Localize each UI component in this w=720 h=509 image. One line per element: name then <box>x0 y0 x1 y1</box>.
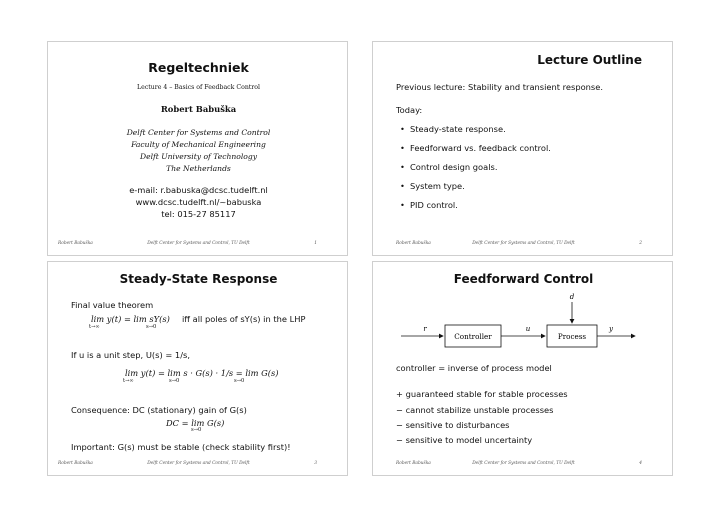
bullet-dot-icon: • <box>400 162 405 172</box>
limit-subscript: s→0 <box>191 427 202 433</box>
property-item: − sensitive to disturbances <box>396 420 510 430</box>
previous-lecture-text: Previous lecture: Stability and transient response. <box>396 82 603 92</box>
affiliation-line-2: Faculty of Mechanical Engineering <box>131 140 266 149</box>
affiliation-line-3: Delft University of Technology <box>139 152 258 161</box>
property-item: + guaranteed stable for stable processes <box>396 389 568 399</box>
slide-title-heading: Regeltechniek <box>148 60 249 75</box>
footer-page-number: 4 <box>639 461 642 466</box>
footer-author: Robert Babuška <box>396 461 431 466</box>
footer-institution: Delft Center for Systems and Control, TU Delft <box>472 461 575 466</box>
process-label: Process <box>557 332 587 341</box>
outline-item: • Control design goals. <box>400 162 498 172</box>
controller-label: Controller <box>454 332 492 341</box>
website-line: www.dcsc.tudelft.nl/~babuska <box>135 197 262 207</box>
footer-institution: Delft Center for Systems and Control, TU Delft <box>147 241 250 246</box>
author-name: Robert Babuška <box>160 104 237 114</box>
equation-condition: iff all poles of sY(s) in the LHP <box>182 314 306 324</box>
slide-title <box>47 41 348 256</box>
limit-subscript: s→0 <box>234 378 245 384</box>
feedforward-block-diagram <box>373 292 674 362</box>
footer-page-number: 2 <box>639 241 642 246</box>
slide-steady-state-heading: Steady-State Response <box>119 272 278 286</box>
slide-steady-state <box>47 261 348 476</box>
outline-item: • System type. <box>400 181 465 191</box>
telephone-line: tel: 015-27 85117 <box>161 209 236 219</box>
reference-label: r <box>423 325 427 333</box>
limit-subscript: s→0 <box>169 378 180 384</box>
control-label: u <box>525 325 531 333</box>
slide-outline-heading: Lecture Outline <box>537 53 642 67</box>
bullet-dot-icon: • <box>400 124 405 134</box>
important-note: Important: G(s) must be stable (check stability first)! <box>71 442 291 452</box>
limit-subscript: t→∞ <box>89 324 100 330</box>
footer-institution: Delft Center for Systems and Control, TU Delft <box>147 461 250 466</box>
affiliation-line-1: Delft Center for Systems and Control <box>126 128 271 137</box>
footer-page-number: 3 <box>314 461 317 466</box>
unit-step-text: If u is a unit step, U(s) = 1/s, <box>71 350 190 360</box>
footer-institution: Delft Center for Systems and Control, TU Delft <box>472 241 575 246</box>
footer-author: Robert Babuška <box>58 461 93 466</box>
footer-page-number: 1 <box>314 241 317 246</box>
footer-author: Robert Babuška <box>58 241 93 246</box>
output-label: y <box>609 325 613 333</box>
today-label: Today: <box>396 105 423 115</box>
footer-author: Robert Babuška <box>396 241 431 246</box>
final-value-theorem-label: Final value theorem <box>71 300 154 310</box>
affiliation-line-4: The Netherlands <box>166 164 231 173</box>
limit-subscript: t→∞ <box>123 378 134 384</box>
outline-item: • Steady-state response. <box>400 124 506 134</box>
bullet-dot-icon: • <box>400 200 405 210</box>
bullet-dot-icon: • <box>400 181 405 191</box>
controller-inverse-text: controller = inverse of process model <box>396 363 552 373</box>
property-item: − cannot stabilize unstable processes <box>396 405 554 415</box>
bullet-dot-icon: • <box>400 143 405 153</box>
slide-outline <box>372 41 673 256</box>
slide-feedforward-heading: Feedforward Control <box>453 272 594 286</box>
property-item: − sensitive to model uncertainty <box>396 435 533 445</box>
email-line: e-mail: r.babuska@dcsc.tudelft.nl <box>129 185 268 195</box>
equation-dc-gain: DC = lim G(s) <box>166 418 225 428</box>
limit-subscript: s→0 <box>146 324 157 330</box>
consequence-text: Consequence: DC (stationary) gain of G(s) <box>71 405 247 415</box>
disturbance-label: d <box>569 293 575 301</box>
slide-feedforward <box>372 261 673 476</box>
lecture-subtitle: Lecture 4 – Basics of Feedback Control <box>137 84 260 91</box>
outline-item: • PID control. <box>400 200 458 210</box>
outline-item: • Feedforward vs. feedback control. <box>400 143 551 153</box>
equation-step-response: lim y(t) = lim s · G(s) · 1/s = lim G(s) <box>125 368 279 378</box>
equation-final-value: lim y(t) = lim sY(s) <box>91 314 170 324</box>
